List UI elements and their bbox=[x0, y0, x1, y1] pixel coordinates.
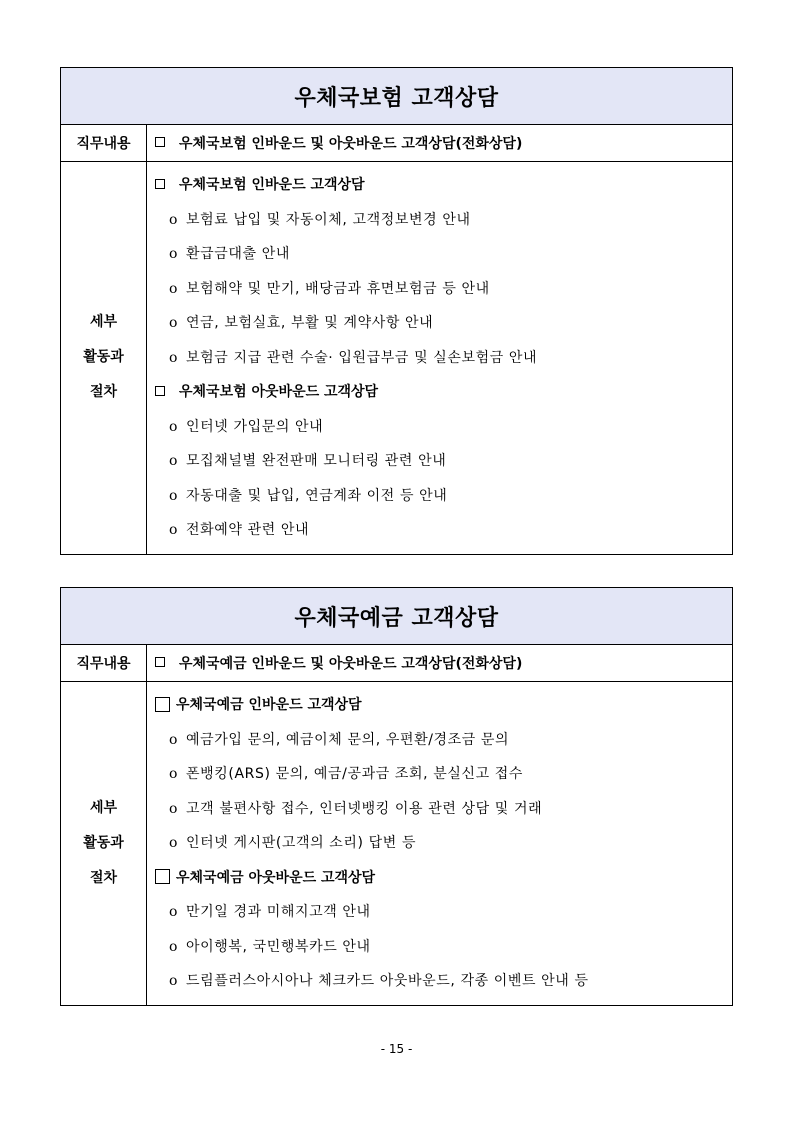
list-item: o 드림플러스아시아나 체크카드 아웃바운드, 각종 이벤트 안내 등 bbox=[155, 964, 732, 999]
deposit-consultation-table bbox=[60, 587, 733, 1006]
detail-label-line: 절차 bbox=[89, 384, 118, 401]
square-bullet-icon bbox=[155, 697, 170, 712]
circle-bullet-icon: o bbox=[169, 522, 179, 538]
list-item: o 보험료 납입 및 자동이체, 고객정보변경 안내 bbox=[155, 203, 732, 238]
circle-bullet-icon: o bbox=[169, 487, 179, 504]
detail-label-line: 활동과 bbox=[83, 834, 124, 851]
circle-bullet-icon: o bbox=[169, 766, 179, 782]
duty-label: 직무내용 bbox=[61, 645, 147, 681]
list-item: o 고객 불편사항 접수, 인터넷뱅킹 이용 관련 상담 및 거래 bbox=[155, 792, 732, 827]
detail-label-line: 절차 bbox=[89, 869, 118, 886]
circle-bullet-icon: o bbox=[169, 246, 179, 262]
circle-bullet-icon: o bbox=[169, 315, 179, 331]
table-title: 우체국예금 고객상담 bbox=[61, 588, 732, 645]
circle-bullet-icon: o bbox=[169, 973, 179, 989]
list-item: o 인터넷 가입문의 안내 bbox=[155, 410, 732, 445]
detail-list bbox=[147, 162, 732, 554]
group-heading: 우체국예금 아웃바운드 고객상담 bbox=[155, 861, 732, 896]
detail-row bbox=[61, 682, 732, 1005]
circle-bullet-icon: o bbox=[169, 800, 179, 817]
square-bullet-icon bbox=[155, 657, 165, 667]
circle-bullet-icon: o bbox=[169, 418, 179, 435]
circle-bullet-icon: o bbox=[169, 731, 179, 748]
duty-row bbox=[61, 125, 732, 162]
circle-bullet-icon: o bbox=[169, 938, 179, 955]
detail-list bbox=[147, 682, 732, 1005]
group-heading: 우체국보험 아웃바운드 고객상담 bbox=[155, 375, 732, 410]
duty-content bbox=[147, 125, 732, 161]
list-item: o 아이행복, 국민행복카드 안내 bbox=[155, 930, 732, 965]
detail-row bbox=[61, 162, 732, 554]
circle-bullet-icon: o bbox=[169, 835, 179, 851]
square-bullet-icon bbox=[155, 179, 165, 189]
detail-label-line: 세부 bbox=[89, 314, 118, 331]
detail-label-line: 세부 bbox=[89, 799, 118, 816]
square-bullet-icon bbox=[155, 869, 170, 884]
group-heading: 우체국보험 인바운드 고객상담 bbox=[155, 168, 732, 203]
detail-label-line: 활동과 bbox=[83, 349, 124, 366]
group-heading: 우체국예금 인바운드 고객상담 bbox=[155, 688, 732, 723]
list-item: o 전화예약 관련 안내 bbox=[155, 513, 732, 548]
list-item: o 예금가입 문의, 예금이체 문의, 우편환/경조금 문의 bbox=[155, 723, 732, 758]
duty-text: 우체국보험 인바운드 및 아웃바운드 고객상담(전화상담) bbox=[179, 136, 523, 152]
duty-label: 직무내용 bbox=[61, 125, 147, 161]
list-item: o 만기일 경과 미해지고객 안내 bbox=[155, 895, 732, 930]
list-item: o 인터넷 게시판(고객의 소리) 답변 등 bbox=[155, 826, 732, 861]
list-item: o 자동대출 및 납입, 연금계좌 이전 등 안내 bbox=[155, 479, 732, 514]
circle-bullet-icon: o bbox=[169, 453, 179, 469]
list-item: o 환급금대출 안내 bbox=[155, 237, 732, 272]
list-item: o 모집채널별 완전판매 모니터링 관련 안내 bbox=[155, 444, 732, 479]
duty-content bbox=[147, 645, 732, 681]
square-bullet-icon bbox=[155, 137, 165, 147]
list-item: o 폰뱅킹(ARS) 문의, 예금/공과금 조회, 분실신고 접수 bbox=[155, 757, 732, 792]
detail-label bbox=[61, 162, 147, 554]
circle-bullet-icon: o bbox=[169, 904, 179, 920]
circle-bullet-icon: o bbox=[169, 280, 179, 297]
page-number: - 15 - bbox=[380, 1042, 413, 1056]
detail-label bbox=[61, 682, 147, 1005]
list-item: o 보험금 지급 관련 수술· 입원급부금 및 실손보험금 안내 bbox=[155, 341, 732, 376]
square-bullet-icon bbox=[155, 386, 165, 396]
list-item: o 보험해약 및 만기, 배당금과 휴면보험금 등 안내 bbox=[155, 272, 732, 307]
table-title: 우체국보험 고객상담 bbox=[61, 68, 732, 125]
duty-text: 우체국예금 인바운드 및 아웃바운드 고객상담(전화상담) bbox=[179, 656, 523, 672]
insurance-consultation-table bbox=[60, 67, 733, 555]
list-item: o 연금, 보험실효, 부활 및 계약사항 안내 bbox=[155, 306, 732, 341]
circle-bullet-icon: o bbox=[169, 211, 179, 228]
duty-row bbox=[61, 645, 732, 682]
circle-bullet-icon: o bbox=[169, 349, 179, 366]
